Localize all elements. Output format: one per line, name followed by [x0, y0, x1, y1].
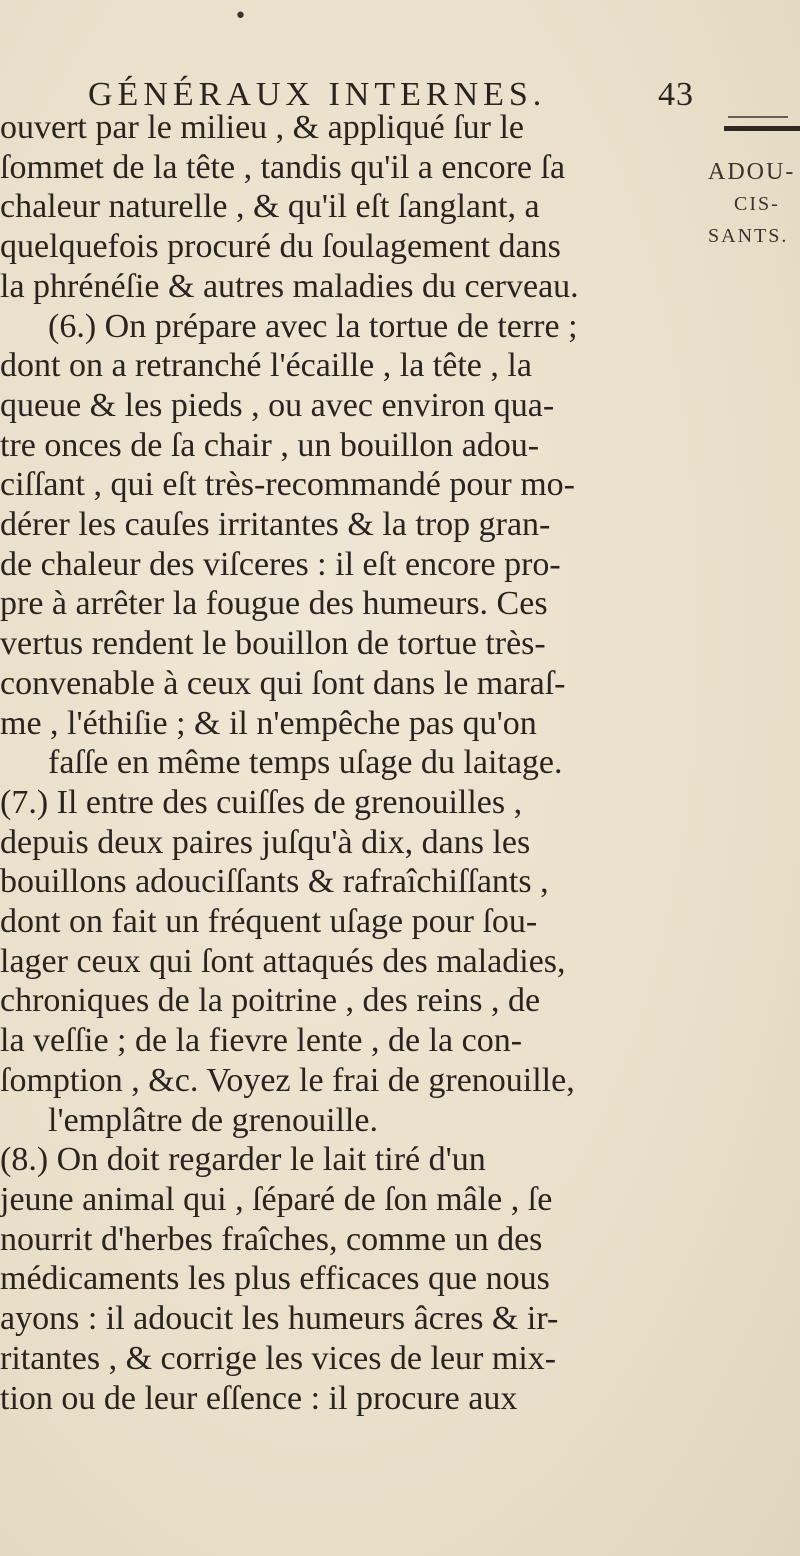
margin-note — [708, 156, 800, 252]
text-line: pre à arrêter la fougue des humeurs. Ces — [0, 585, 548, 623]
text-line: ſommet de la tête , tandis qu'il a encore ſa — [0, 148, 566, 186]
text-line: (7.) Il entre des cuiſſes de grenouilles , — [0, 783, 523, 821]
text-line: l'emplâtre de grenouille. — [48, 1101, 378, 1139]
text-line: ſomption , &c. Voyez le frai de grenouille, — [0, 1061, 575, 1099]
text-line: chaleur naturelle , & qu'il eſt ſanglant, a — [0, 188, 540, 226]
text-line: de chaleur des viſceres : il eſt encore pro- — [0, 545, 561, 583]
text-line: la veſſie ; de la fievre lente , de la con- — [0, 1022, 523, 1060]
text-line: ciſſant , qui eſt très-recommandé pour mo- — [0, 466, 575, 504]
text-line: bouillons adouciſſants & rafraîchiſſants , — [0, 863, 549, 901]
text-line: convenable à ceux qui ſont dans le maraſ- — [0, 664, 566, 702]
text-line: me , l'éthiſie ; & il n'empêche pas qu'on — [0, 704, 537, 742]
text-line: vertus rendent le bouillon de tortue très- — [0, 625, 546, 663]
margin-note-line: CIS- — [734, 193, 780, 215]
text-line: tion ou de leur eſſence : il procure aux — [0, 1379, 518, 1417]
text-line: (6.) On prépare avec la tortue de terre ; — [48, 307, 578, 345]
text-line: tre onces de ſa chair , un bouillon adou- — [0, 426, 540, 464]
text-line: dont on fait un fréquent uſage pour ſou- — [0, 903, 538, 941]
text-line: ayons : il adoucit les humeurs âcres & ir- — [0, 1300, 559, 1338]
text-line: depuis deux paires juſqu'à dix, dans les — [0, 823, 531, 861]
text-line: jeune animal qui , ſéparé de ſon mâle , ſe — [0, 1180, 553, 1218]
margin-rule — [724, 126, 800, 131]
text-line: quelquefois procuré du ſoulagement dans — [0, 228, 561, 266]
text-line: chroniques de la poitrine , des reins , de — [0, 982, 541, 1020]
text-line: faſſe en même temps uſage du laitage. — [48, 744, 563, 782]
text-line: dont on a retranché l'écaille , la tête , la — [0, 347, 532, 385]
text-line: (8.) On doit regarder le lait tiré d'un — [0, 1141, 486, 1179]
text-line: ritantes , & corrige les vices de leur mix- — [0, 1339, 557, 1377]
margin-rule-thin — [728, 116, 788, 118]
text-line: ouvert par le milieu , & appliqué ſur le — [0, 109, 525, 146]
body-text — [0, 108, 710, 1418]
text-line: nourrit d'herbes fraîches, comme un des — [0, 1220, 543, 1258]
page-number: 43 — [658, 76, 694, 113]
text-line: médicaments les plus efficaces que nous — [0, 1260, 550, 1298]
text-line: dérer les cauſes irritantes & la trop gran- — [0, 506, 551, 544]
text-line: queue & les pieds , ou avec environ qua- — [0, 386, 555, 424]
text-line: la phrénéſie & autres maladies du cerveau. — [0, 267, 579, 305]
margin-note-line: ADOU- — [708, 159, 796, 185]
printer-mark: • — [234, 4, 247, 29]
header-title: GÉNÉRAUX INTERNES. — [88, 76, 547, 113]
text-line: lager ceux qui ſont attaqués des maladies, — [0, 942, 566, 980]
margin-note-line: SANTS. — [708, 225, 789, 247]
